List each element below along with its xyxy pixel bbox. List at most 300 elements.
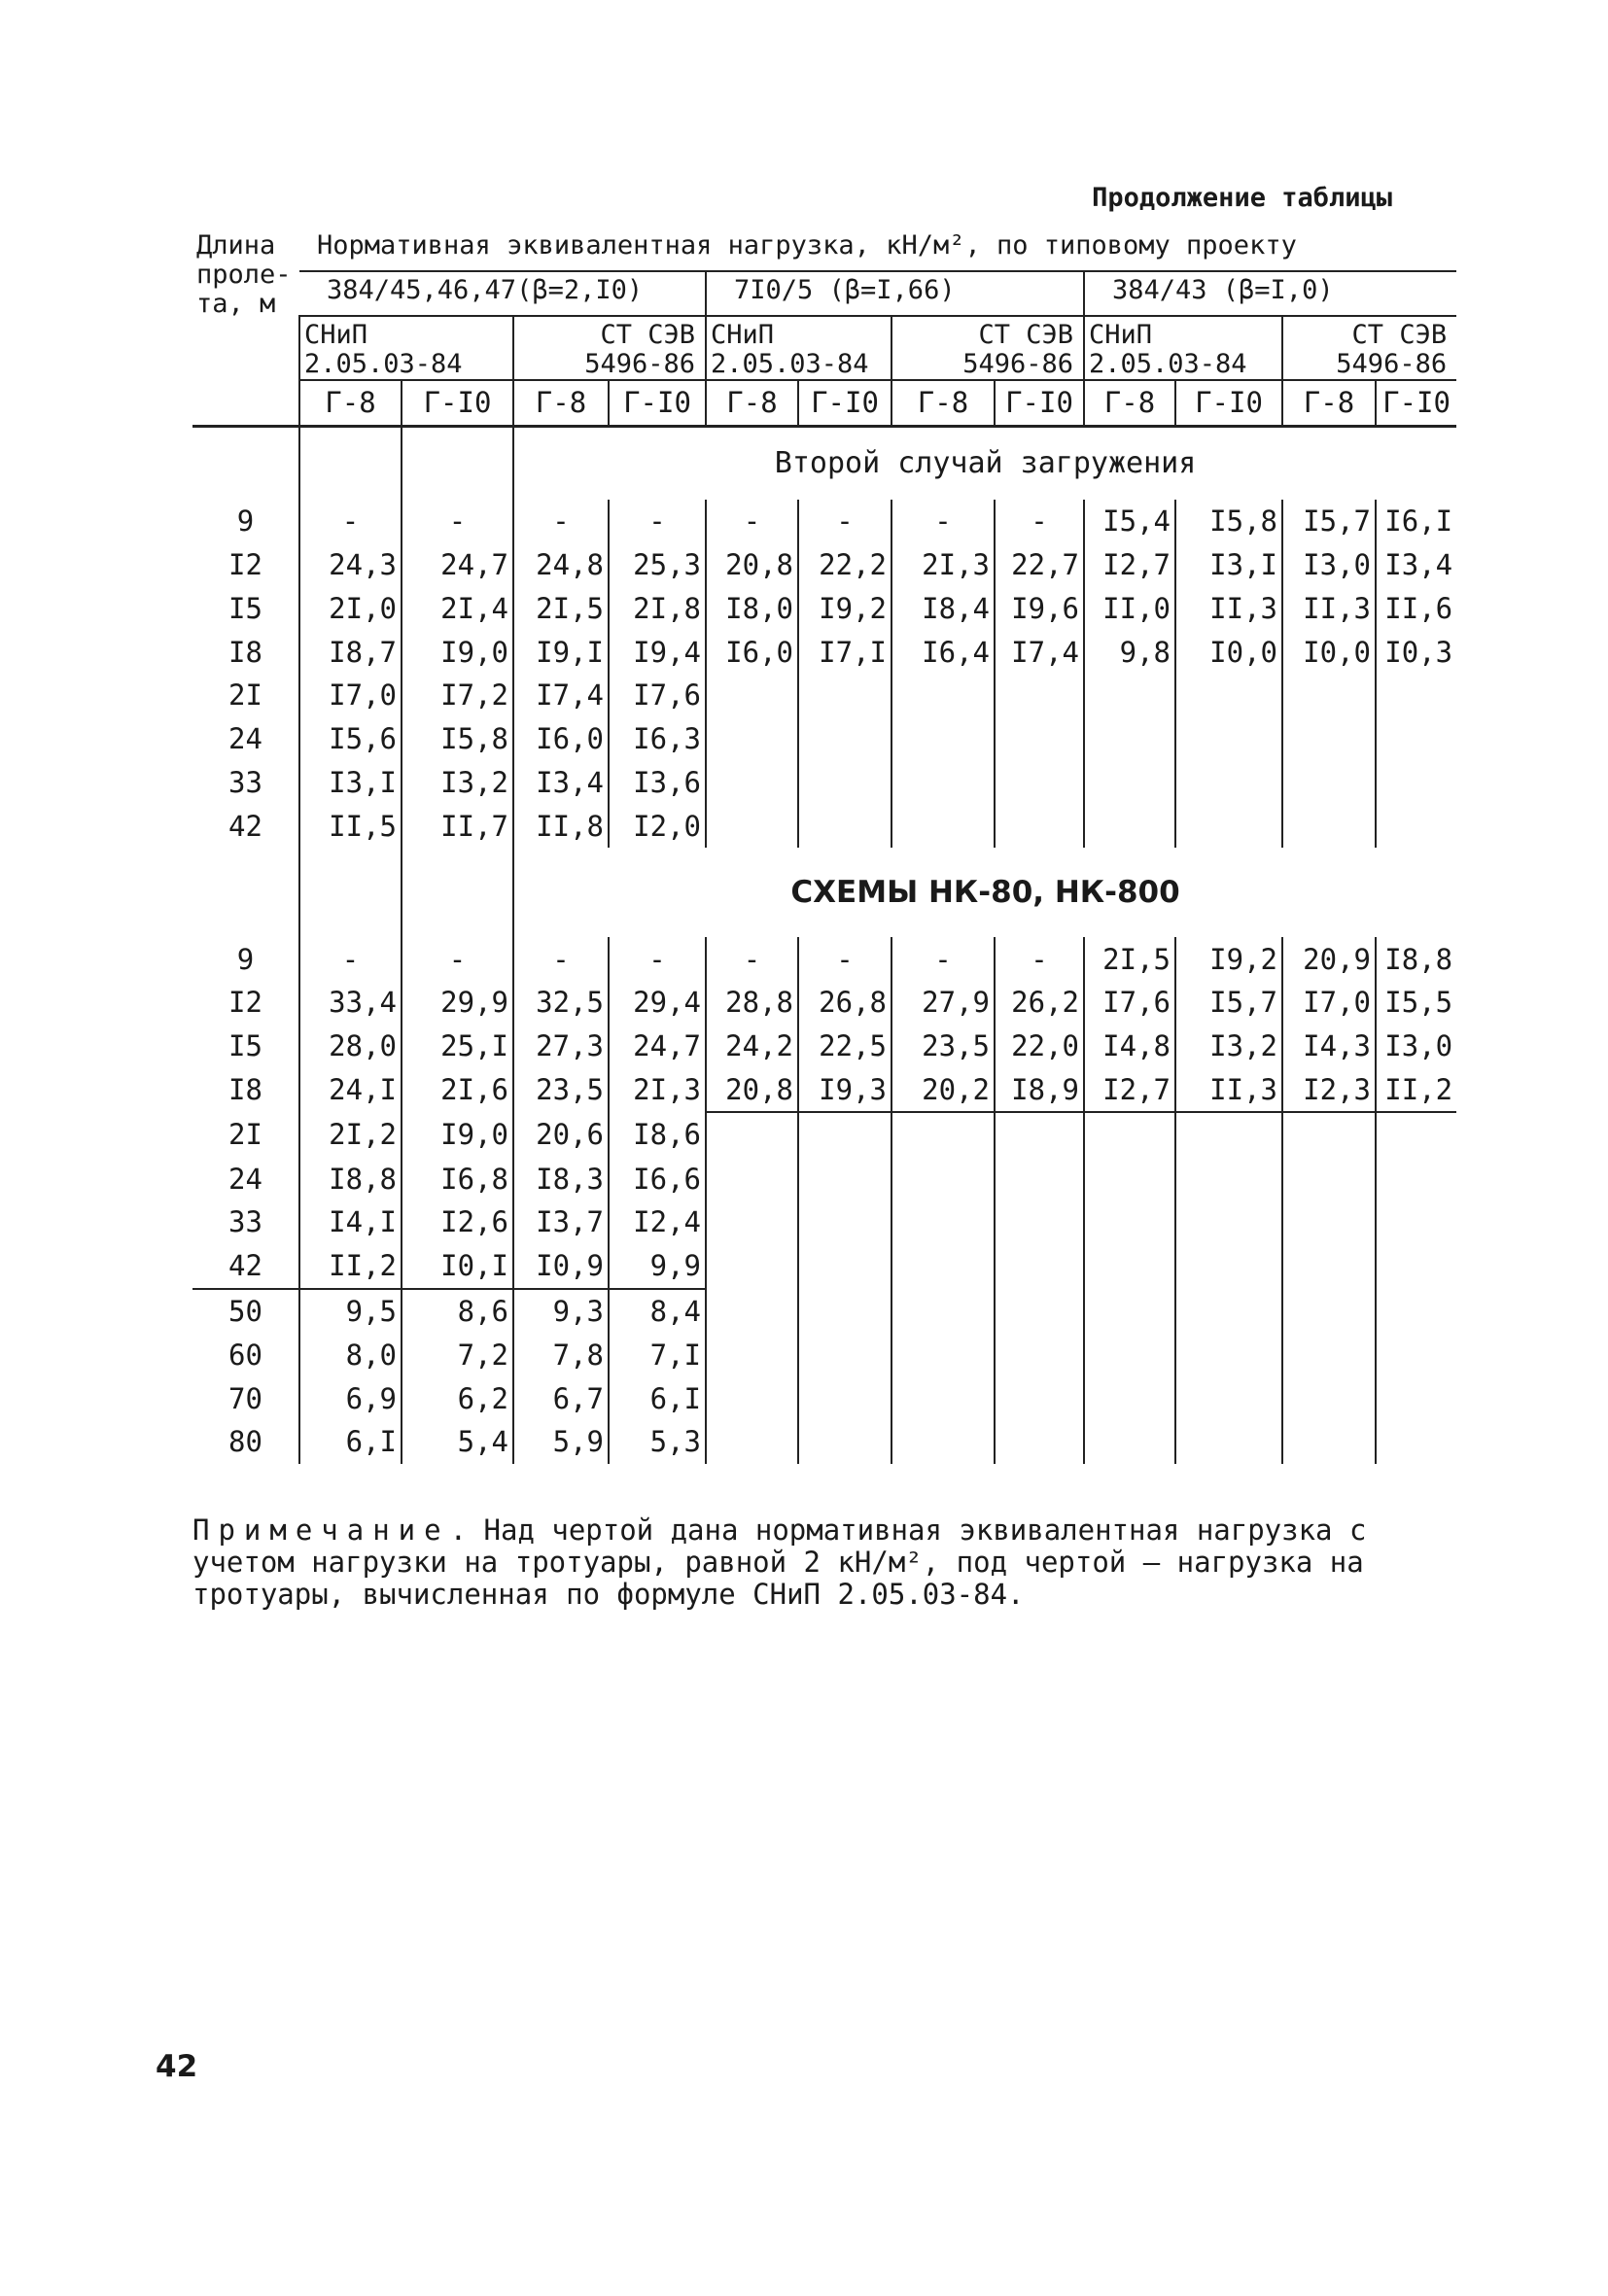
load-value-cell: II,3 [1175,1068,1282,1113]
note-text: . Над чертой дана нормативная эквивалентная нагрузка с учетом нагрузки на тротуары, равной 2 кН/м², под чертой – нагрузка на тротуары, вычисленная по формуле СНиП 2.05.03-84. [192,1513,1367,1611]
load-value-cell [1084,761,1175,805]
table-row [192,630,1456,674]
table-row [192,1112,1456,1157]
load-value-cell: 28,8 [706,981,798,1025]
load-value-cell [995,1289,1084,1334]
table-row [192,1244,1456,1289]
gauge-header: Г-I0 [995,380,1084,426]
blank-cell [192,426,299,500]
load-value-cell [798,804,891,848]
span-length-cell: I2 [228,986,262,1020]
table-row [192,804,1456,848]
load-value-cell [995,674,1084,717]
load-value-cell: I8,3 [513,1157,609,1200]
load-value-cell: I5,6 [299,717,402,761]
load-value-cell: 28,0 [299,1025,402,1068]
load-value-cell [1376,674,1456,717]
gauge-header: Г-I0 [798,380,891,426]
span-length-cell: I5 [228,591,262,625]
project-header: 384/43 (β=I,0) [1084,271,1456,316]
load-value-cell: I2,0 [609,804,706,848]
load-value-cell: 27,3 [513,1025,609,1068]
load-value-cell [706,1376,798,1420]
load-value-cell [995,1200,1084,1244]
load-value-cell [1175,1420,1282,1464]
load-value-cell [1175,1376,1282,1420]
load-value-cell: 22,7 [995,543,1084,587]
load-value-cell [1376,1157,1456,1200]
project-header: 7I0/5 (β=I,66) [706,271,1084,316]
load-value-cell [1282,674,1376,717]
load-value-cell [1084,1420,1175,1464]
load-value-cell [1376,761,1456,805]
load-value-cell: 23,5 [891,1025,995,1068]
load-value-cell: 6,I [609,1376,706,1420]
span-length-cell: 9 [236,504,255,539]
load-value-cell: - [513,500,609,543]
load-value-cell: I3,4 [513,761,609,805]
load-value-cell: I7,6 [1084,981,1175,1025]
load-value-cell: I6,6 [609,1157,706,1200]
load-value-cell: I9,0 [402,1112,513,1157]
load-value-cell: I5,8 [1175,500,1282,543]
load-value-cell: 23,5 [513,1068,609,1113]
load-value-cell: 22,2 [798,543,891,587]
load-value-cell: 5,4 [402,1420,513,1464]
load-value-cell: I2,6 [402,1200,513,1244]
load-value-cell: 8,4 [609,1289,706,1334]
load-value-cell [798,1200,891,1244]
load-value-cell: I3,I [299,761,402,805]
norm-header: СНиП 2.05.03-84 [1084,316,1282,380]
blank-cell [402,848,513,937]
load-value-cell: I5,7 [1175,981,1282,1025]
load-value-cell: I5,7 [1282,500,1376,543]
load-value-cell: II,2 [299,1244,402,1289]
load-value-cell: 7,I [609,1333,706,1376]
load-value-cell: I0,0 [1282,630,1376,674]
load-value-cell: I7,2 [402,674,513,717]
load-value-cell: I5,5 [1376,981,1456,1025]
load-value-cell: I2,3 [1282,1068,1376,1113]
load-value-cell: 2I,0 [299,586,402,630]
load-value-cell: 27,9 [891,981,995,1025]
table-row [192,717,1456,761]
load-value-cell [1084,674,1175,717]
load-value-cell [891,761,995,805]
load-value-cell [706,1289,798,1334]
load-value-cell: 6,2 [402,1376,513,1420]
load-value-cell [1175,1244,1282,1289]
load-value-cell: I6,3 [609,717,706,761]
load-value-cell [798,761,891,805]
load-value-cell: I3,7 [513,1200,609,1244]
load-value-cell [706,674,798,717]
load-value-cell [1282,1112,1376,1157]
load-value-cell: I9,2 [798,586,891,630]
load-value-cell [1084,1333,1175,1376]
load-value-cell: 9,3 [513,1289,609,1334]
load-value-cell: I6,8 [402,1157,513,1200]
load-value-cell [1175,1112,1282,1157]
load-value-cell [1376,1376,1456,1420]
table-row [192,586,1456,630]
load-value-cell [891,1420,995,1464]
span-length-cell: 42 [228,809,262,843]
load-value-cell [1282,804,1376,848]
load-value-cell: - [609,500,706,543]
load-value-cell: 20,6 [513,1112,609,1157]
load-value-cell [1084,804,1175,848]
load-value-cell [1175,804,1282,848]
load-value-cell: 7,8 [513,1333,609,1376]
gauge-header: Г-I0 [1175,380,1282,426]
load-value-cell [995,1112,1084,1157]
load-value-cell: II,6 [1376,586,1456,630]
load-value-cell: 24,I [299,1068,402,1113]
load-value-cell: 24,2 [706,1025,798,1068]
section-title: Второй случай загружения [513,426,1456,500]
load-value-cell: 22,5 [798,1025,891,1068]
load-value-cell [706,1200,798,1244]
load-value-cell: - [706,500,798,543]
load-value-cell: I8,9 [995,1068,1084,1113]
load-value-cell: - [402,500,513,543]
load-value-cell: I3,0 [1282,543,1376,587]
table-row [192,1068,1456,1113]
load-value-cell: - [513,937,609,981]
load-value-cell: I3,0 [1376,1025,1456,1068]
load-value-cell: I0,3 [1376,630,1456,674]
span-length-cell: I8 [228,1073,262,1107]
project-header: 384/45,46,47(β=2,I0) [299,271,706,316]
load-value-cell: 26,8 [798,981,891,1025]
load-value-cell [1376,1333,1456,1376]
load-value-cell [1282,1244,1376,1289]
load-title-header: Нормативная эквивалентная нагрузка, кН/м², по типовому проекту [299,227,1456,271]
load-value-cell: 20,9 [1282,937,1376,981]
norm-header: СНиП 2.05.03-84 [706,316,891,380]
load-value-cell: II,2 [1376,1068,1456,1113]
load-value-cell [798,1333,891,1376]
load-value-cell: II,5 [299,804,402,848]
load-value-cell: I4,I [299,1200,402,1244]
span-length-cell: 33 [228,765,262,799]
load-value-cell [1282,1420,1376,1464]
load-value-cell: 2I,5 [1084,937,1175,981]
load-value-cell [1084,1112,1175,1157]
load-value-cell: 32,5 [513,981,609,1025]
table-row [192,1025,1456,1068]
span-length-cell: 9 [236,942,255,976]
load-value-cell: 2I,5 [513,586,609,630]
load-value-cell: I3,2 [402,761,513,805]
load-value-cell [798,1376,891,1420]
load-value-cell: 8,6 [402,1289,513,1334]
span-length-cell: 50 [228,1294,262,1328]
load-value-cell [706,1244,798,1289]
load-value-cell: - [891,500,995,543]
load-value-cell: 2I,6 [402,1068,513,1113]
load-value-cell [995,1420,1084,1464]
span-length-cell: I2 [228,547,262,581]
span-length-cell: I5 [228,1029,262,1063]
span-length-cell: 2I [228,678,262,713]
load-value-cell: II,0 [1084,586,1175,630]
load-value-cell [798,1244,891,1289]
load-value-cell [1376,1289,1456,1334]
load-value-cell [1084,717,1175,761]
load-value-cell [706,717,798,761]
load-value-cell [1175,1157,1282,1200]
load-value-cell: I8,8 [1376,937,1456,981]
load-value-cell [798,1157,891,1200]
blank-cell [299,426,402,500]
load-value-cell [1376,1244,1456,1289]
load-value-cell: I9,2 [1175,937,1282,981]
load-value-cell [891,717,995,761]
load-value-cell: 24,3 [299,543,402,587]
load-value-cell: 2I,4 [402,586,513,630]
load-value-cell [1175,761,1282,805]
load-value-cell [995,1333,1084,1376]
span-length-cell: 80 [228,1425,262,1459]
load-value-cell: I6,I [1376,500,1456,543]
load-value-cell: - [402,937,513,981]
load-value-cell [891,1157,995,1200]
load-value-cell [891,1200,995,1244]
span-length-cell: I8 [228,635,262,669]
table-row [192,1289,1456,1334]
span-length-cell: 24 [228,722,262,756]
load-value-cell: I9,3 [798,1068,891,1113]
load-value-cell [1175,674,1282,717]
load-value-cell [1175,1200,1282,1244]
load-value-cell: I8,0 [706,586,798,630]
note-label: Примечание [192,1513,450,1547]
span-length-cell: 33 [228,1205,262,1239]
load-value-cell [995,1157,1084,1200]
load-value-cell: 2I,8 [609,586,706,630]
load-value-cell [706,804,798,848]
table-row [192,761,1456,805]
gauge-header: Г-8 [1282,380,1376,426]
load-value-cell [798,674,891,717]
load-value-cell: I7,I [798,630,891,674]
load-value-cell: I8,8 [299,1157,402,1200]
load-value-cell: I4,3 [1282,1025,1376,1068]
load-value-cell [995,717,1084,761]
load-value-cell [706,1333,798,1376]
load-value-cell: 2I,2 [299,1112,402,1157]
gauge-header: Г-8 [891,380,995,426]
load-value-cell: 22,0 [995,1025,1084,1068]
load-value-cell: I8,6 [609,1112,706,1157]
span-length-cell: 70 [228,1381,262,1415]
blank-cell [192,848,299,937]
load-value-cell: 33,4 [299,981,402,1025]
load-value-cell [1282,1376,1376,1420]
load-value-cell: I6,4 [891,630,995,674]
table-row [192,1333,1456,1376]
section-title: СХЕМЫ НК-80, НК-800 [513,848,1456,937]
load-value-cell: 24,7 [402,543,513,587]
load-value-cell: 24,7 [609,1025,706,1068]
load-value-cell [1376,1420,1456,1464]
load-value-cell: II,3 [1175,586,1282,630]
load-value-cell [1175,717,1282,761]
load-value-cell: I0,9 [513,1244,609,1289]
norm-header: СНиП 2.05.03-84 [299,316,513,380]
load-value-cell [995,1244,1084,1289]
load-value-cell: - [995,500,1084,543]
load-value-cell: 5,9 [513,1420,609,1464]
table-row [192,981,1456,1025]
footnote [192,1514,1466,1611]
load-value-cell: - [299,937,402,981]
load-value-cell: 5,3 [609,1420,706,1464]
load-value-cell: I2,4 [609,1200,706,1244]
load-value-cell [1282,1200,1376,1244]
load-value-cell [1376,717,1456,761]
load-value-cell: 25,I [402,1025,513,1068]
load-value-cell [891,1244,995,1289]
load-value-cell: - [706,937,798,981]
load-value-cell: II,3 [1282,586,1376,630]
load-value-cell [1282,761,1376,805]
page-number: 42 [156,2049,198,2084]
table-row [192,500,1456,543]
load-value-cell: 2I,3 [891,543,995,587]
load-value-cell: I9,4 [609,630,706,674]
load-value-cell: 20,2 [891,1068,995,1113]
load-value-cell [706,1420,798,1464]
span-length-cell: 2I [228,1118,262,1152]
gauge-header: Г-I0 [1376,380,1456,426]
load-value-cell [1175,1333,1282,1376]
load-value-cell [1376,1200,1456,1244]
load-value-cell: 9,9 [609,1244,706,1289]
load-value-cell: 26,2 [995,981,1084,1025]
load-value-cell [798,1420,891,1464]
load-value-cell [995,1376,1084,1420]
load-value-cell [706,1112,798,1157]
load-value-cell [1175,1289,1282,1334]
load-value-cell: I0,I [402,1244,513,1289]
load-value-cell [798,1289,891,1334]
load-value-cell [1084,1289,1175,1334]
gauge-header: Г-8 [706,380,798,426]
load-value-cell [1282,1157,1376,1200]
load-value-cell: 8,0 [299,1333,402,1376]
load-value-cell: 20,8 [706,1068,798,1113]
table-row [192,1376,1456,1420]
span-length-cell: 60 [228,1338,262,1372]
table-row [192,1420,1456,1464]
load-value-cell [891,674,995,717]
gauge-header: Г-I0 [402,380,513,426]
load-value-cell: I3,I [1175,543,1282,587]
load-value-cell: I5,4 [1084,500,1175,543]
blank-cell [299,848,402,937]
span-length-header: Длина проле- та, м [196,230,292,319]
load-table [192,227,1456,1464]
load-value-cell [891,1333,995,1376]
load-value-cell [706,761,798,805]
load-value-cell [1376,804,1456,848]
load-value-cell: 9,5 [299,1289,402,1334]
load-value-cell: - [798,937,891,981]
blank-cell [402,426,513,500]
load-value-cell: I5,8 [402,717,513,761]
load-value-cell [995,804,1084,848]
load-value-cell: 6,I [299,1420,402,1464]
load-value-cell: 29,9 [402,981,513,1025]
load-value-cell [1282,1333,1376,1376]
span-length-cell: 24 [228,1162,262,1196]
norm-header: СТ СЭВ 5496-86 [1282,316,1456,380]
load-value-cell [891,1112,995,1157]
load-value-cell [1084,1157,1175,1200]
load-value-cell [798,717,891,761]
load-value-cell: I2,7 [1084,543,1175,587]
load-value-cell: - [995,937,1084,981]
load-value-cell: I7,6 [609,674,706,717]
load-value-cell: I7,4 [995,630,1084,674]
load-value-cell [1084,1244,1175,1289]
load-value-cell [1282,1289,1376,1334]
load-value-cell: - [798,500,891,543]
load-value-cell: 7,2 [402,1333,513,1376]
load-value-cell: I8,4 [891,586,995,630]
load-value-cell: 20,8 [706,543,798,587]
load-value-cell: I2,7 [1084,1068,1175,1113]
load-value-cell [1282,717,1376,761]
load-value-cell: I7,0 [1282,981,1376,1025]
load-value-cell: I8,7 [299,630,402,674]
span-length-cell: 42 [192,1244,299,1289]
load-value-cell [798,1112,891,1157]
load-value-cell [706,1157,798,1200]
table-row [192,1200,1456,1244]
norm-header: СТ СЭВ 5496-86 [513,316,706,380]
load-value-cell [891,1289,995,1334]
gauge-header: Г-8 [299,380,402,426]
load-value-cell: 25,3 [609,543,706,587]
load-value-cell: II,7 [402,804,513,848]
load-value-cell: II,8 [513,804,609,848]
load-value-cell: I3,4 [1376,543,1456,587]
load-value-cell: I9,0 [402,630,513,674]
load-value-cell [995,761,1084,805]
load-value-cell [891,1376,995,1420]
load-value-cell: I9,6 [995,586,1084,630]
load-value-cell: I7,4 [513,674,609,717]
load-value-cell: I6,0 [706,630,798,674]
load-value-cell: I3,2 [1175,1025,1282,1068]
load-value-cell [1376,1112,1456,1157]
table-row [192,543,1456,587]
table-row [192,937,1456,981]
load-value-cell: - [609,937,706,981]
load-value-cell [891,804,995,848]
load-value-cell [1084,1376,1175,1420]
load-value-cell: I7,0 [299,674,402,717]
gauge-header: Г-8 [1084,380,1175,426]
load-value-cell: 9,8 [1084,630,1175,674]
load-value-cell: I9,I [513,630,609,674]
load-value-cell: 2I,3 [609,1068,706,1113]
